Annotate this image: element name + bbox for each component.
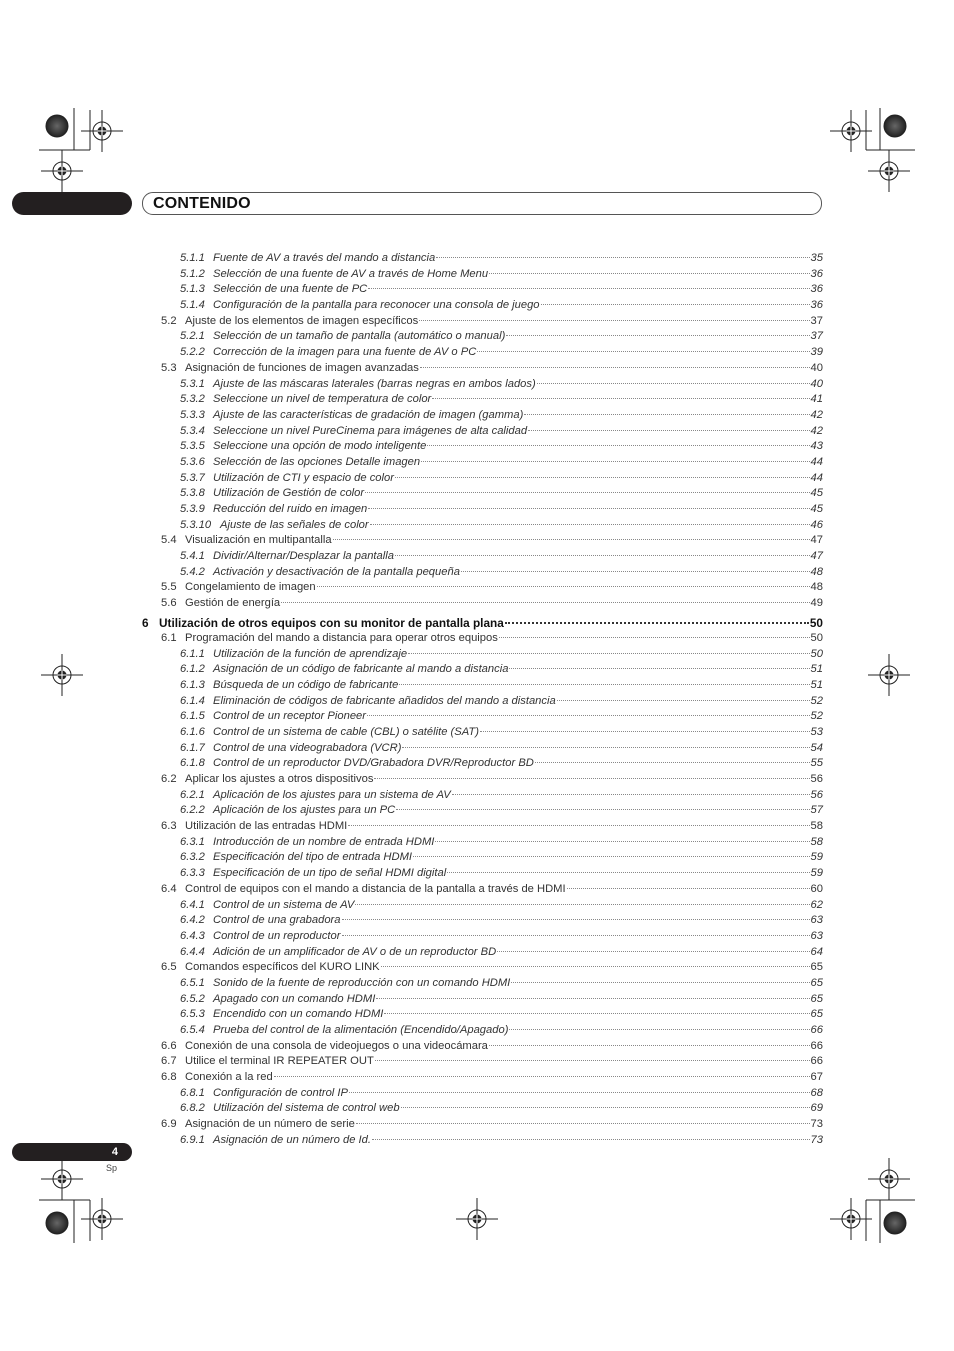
- toc-entry-number: 5.3.9: [180, 503, 205, 515]
- toc-entry-number: 6.3: [161, 820, 177, 833]
- toc-entry-title: Seleccione un nivel de temperatura de color: [213, 393, 432, 406]
- toc-dot-leader: [419, 308, 809, 321]
- toc-entry-title: Conexión de una consola de videojuegos o una videocámara: [185, 1039, 488, 1052]
- toc-dot-leader: [399, 672, 809, 685]
- toc-dot-leader: [384, 1001, 809, 1014]
- toc-entry-number: 6.3.2: [180, 851, 205, 864]
- toc-entry-page: 51: [810, 678, 823, 691]
- toc-dot-leader: [413, 844, 810, 857]
- toc-dot-leader: [427, 433, 809, 446]
- toc-entry-title: Dividir/Alternar/Desplazar la pantalla: [213, 550, 394, 563]
- toc-dot-leader: [432, 386, 809, 399]
- toc-dot-leader: [395, 465, 810, 478]
- toc-dot-leader: [477, 339, 809, 352]
- toc-entry-page: 37: [810, 330, 823, 343]
- toc-entry-page: 63: [810, 914, 823, 927]
- toc-dot-leader: [511, 970, 809, 983]
- toc-dot-leader: [342, 907, 810, 920]
- toc-entry-number: 5.6: [161, 597, 177, 610]
- toc-entry-page: 45: [810, 487, 823, 500]
- toc-entry-number: 6.5.3: [180, 1008, 205, 1021]
- toc-entry-number: 5.4.1: [180, 550, 205, 563]
- toc-entry-page: 52: [810, 694, 823, 707]
- toc-dot-leader: [370, 512, 810, 525]
- toc-entry-number: 5.3.6: [180, 455, 205, 468]
- toc-entry-page: 40: [810, 377, 823, 390]
- toc-entry-page: 48: [810, 565, 823, 578]
- toc-entry-number: 6.4: [161, 882, 177, 895]
- toc-entry-title: Control de un sistema de AV: [213, 898, 355, 911]
- toc-section-entry[interactable]: [142, 593, 823, 609]
- toc-dot-leader: [401, 1095, 810, 1108]
- toc-entry-title: Activación y desactivación de la pantalla pequeña: [213, 565, 460, 578]
- toc-entry-page: 39: [810, 346, 823, 359]
- toc-entry-title: Control de una videograbadora (VCR): [213, 741, 402, 754]
- toc-entry-page: 63: [810, 929, 823, 942]
- toc-entry-number: 6: [142, 615, 149, 630]
- toc-entry-number: 5.3.1: [180, 377, 205, 390]
- toc-entry-title: Búsqueda de un código de fabricante: [213, 678, 399, 691]
- toc-entry-page: 45: [810, 503, 823, 515]
- toc-entry-number: 6.1.5: [180, 710, 205, 723]
- toc-dot-leader: [452, 782, 810, 795]
- toc-dot-leader: [408, 641, 810, 654]
- toc-entry-number: 5.3: [161, 361, 177, 374]
- toc-entry-number: 6.5: [161, 961, 177, 974]
- language-code: Sp: [106, 1163, 118, 1173]
- toc-entry-page: 69: [810, 1102, 823, 1115]
- toc-dot-leader: [381, 954, 810, 967]
- page-title: CONTENIDO: [153, 195, 251, 212]
- toc-entry-number: 6.1.3: [180, 678, 205, 691]
- toc-entry-page: 48: [810, 581, 823, 594]
- toc-entry-title: Control de un reproductor DVD/Grabadora DVR/Reproductor BD: [213, 757, 534, 770]
- toc-entry-page: 40: [810, 361, 823, 374]
- page-number: 4: [111, 1146, 118, 1158]
- toc-dot-leader: [509, 656, 809, 669]
- toc-dot-leader: [447, 860, 809, 873]
- toc-dot-leader: [506, 323, 809, 336]
- toc-entry-number: 6.2.1: [180, 788, 205, 801]
- toc-dot-leader: [402, 735, 809, 748]
- toc-entry-title: Utilización de otros equipos con su monitor de pantalla plana: [159, 615, 504, 630]
- toc-entry-number: 6.2: [161, 773, 177, 785]
- toc-dot-leader: [274, 1064, 810, 1077]
- toc-entry-title: Aplicar los ajustes a otros dispositivos: [185, 773, 374, 785]
- toc-entry-page: 43: [810, 440, 823, 453]
- toc-entry-number: 6.5.1: [180, 976, 205, 989]
- toc-entry-page: 65: [810, 1008, 823, 1021]
- toc-entry-title: Programación del mando a distancia para operar otros equipos: [185, 631, 498, 644]
- page-number-tab: [12, 1143, 132, 1161]
- toc-dot-leader: [541, 292, 810, 305]
- toc-entry-number: 6.4.1: [180, 898, 205, 911]
- toc-entry-title: Apagado con un comando HDMI: [213, 992, 376, 1005]
- toc-dot-leader: [461, 559, 810, 572]
- toc-entry-title: Ajuste de los elementos de imagen específicos: [185, 314, 419, 327]
- toc-entry-number: 6.3.3: [180, 867, 205, 880]
- toc-entry-page: 65: [810, 976, 823, 989]
- toc-entry-number: 6.1.7: [180, 741, 205, 754]
- toc-entry-number: 6.4.2: [180, 914, 205, 927]
- toc-entry-title: Comandos específicos del KURO LINK: [185, 961, 380, 974]
- toc-entry-title: Control de un sistema de cable (CBL) o satélite (SAT): [213, 725, 479, 738]
- toc-entry-page: 44: [810, 455, 823, 468]
- toc-entry-number: 6.1: [161, 631, 177, 644]
- toc-entry-title: Asignación de un número de Id.: [213, 1133, 371, 1146]
- toc-entry-page: 73: [810, 1118, 823, 1131]
- toc-entry-page: 55: [810, 757, 823, 770]
- toc-dot-leader: [368, 496, 809, 509]
- toc-entry-number: 5.4: [161, 534, 177, 547]
- toc-entry-page: 49: [810, 597, 823, 610]
- toc-entry-page: 67: [810, 1071, 823, 1084]
- toc-dot-leader: [365, 480, 809, 493]
- toc-dot-leader: [567, 876, 810, 889]
- toc-dot-leader: [374, 766, 809, 779]
- toc-entry-title: Control de un receptor Pioneer: [213, 710, 366, 723]
- toc-dot-leader: [376, 986, 809, 999]
- toc-dot-leader: [356, 1111, 810, 1124]
- toc-entry-page: 47: [810, 550, 823, 563]
- toc-entry-page: 41: [810, 393, 823, 406]
- toc-entry-page: 62: [810, 898, 823, 911]
- toc-entry-page: 56: [810, 788, 823, 801]
- toc-entry-page: 65: [810, 992, 823, 1005]
- toc-entry-title: Seleccione una opción de modo inteligente: [213, 440, 427, 453]
- toc-dot-leader: [489, 1033, 810, 1046]
- toc-entry-page: 46: [810, 518, 823, 531]
- toc-entry-number: 5.1.4: [180, 299, 205, 312]
- toc-dot-leader: [505, 610, 809, 624]
- toc-entry-page: 50: [809, 615, 823, 630]
- toc-entry-title: Congelamiento de imagen: [185, 581, 316, 594]
- toc-entry-number: 6.8.1: [180, 1086, 205, 1099]
- toc-dot-leader: [372, 1127, 810, 1140]
- toc-entry-page: 56: [810, 773, 823, 785]
- toc-dot-leader: [420, 355, 810, 368]
- toc-entry-title: Control de una grabadora: [213, 914, 341, 927]
- toc-entry-title: Eliminación de códigos de fabricante añadidos del mando a distancia: [213, 694, 556, 707]
- toc-dot-leader: [557, 688, 810, 701]
- toc-entry-title: Sonido de la fuente de reproducción con un comando HDMI: [213, 976, 511, 989]
- toc-dot-leader: [281, 590, 809, 603]
- toc-entry-title: Prueba del control de la alimentación (Encendido/Apagado): [213, 1024, 509, 1036]
- toc-entry-number: 6.6: [161, 1039, 177, 1052]
- toc-dot-leader: [509, 1017, 809, 1030]
- toc-entry-number: 6.4.4: [180, 945, 205, 958]
- toc-entry-title: Ajuste de las señales de color: [220, 518, 369, 531]
- toc-entry-number: 6.1.4: [180, 694, 205, 707]
- toc-entry-number: 6.5.4: [180, 1024, 205, 1036]
- toc-entry-title: Fuente de AV a través del mando a distancia: [213, 252, 436, 264]
- toc-dot-leader: [349, 1080, 810, 1093]
- toc-entry-page: 59: [810, 867, 823, 880]
- toc-entry-number: 6.1.1: [180, 647, 205, 660]
- toc-entry-number: 6.1.8: [180, 757, 205, 770]
- toc-entry-title: Ajuste de las máscaras laterales (barras negras en ambos lados): [213, 377, 536, 390]
- toc-entry-page: 47: [810, 534, 823, 547]
- toc-entry-title: Asignación de un código de fabricante al mando a distancia: [213, 663, 509, 676]
- toc-entry-number: 5.4.2: [180, 565, 205, 578]
- toc-entry-page: 58: [810, 835, 823, 848]
- toc-dot-leader: [524, 402, 809, 415]
- toc-entry-page: 64: [810, 945, 823, 958]
- toc-dot-leader: [435, 829, 809, 842]
- toc-entry-title: Selección de las opciones Detalle imagen: [213, 455, 421, 468]
- toc-dot-leader: [333, 527, 810, 540]
- toc-entry-title: Asignación de un número de serie: [185, 1118, 355, 1131]
- toc-entry-page: 51: [810, 663, 823, 676]
- toc-entry-page: 42: [810, 408, 823, 421]
- toc-entry-title: Utilización de las entradas HDMI: [185, 820, 348, 833]
- toc-entry-page: 50: [810, 631, 823, 644]
- toc-entry-number: 6.7: [161, 1055, 177, 1068]
- toc-entry-number: 6.4.3: [180, 929, 205, 942]
- toc-entry-number: 5.1.3: [180, 283, 205, 296]
- toc-entry-page: 66: [810, 1055, 823, 1068]
- toc-dot-leader: [368, 276, 809, 289]
- toc-entry-title: Configuración de control IP: [213, 1086, 348, 1099]
- toc-entry-number: 6.2.2: [180, 804, 205, 817]
- chapter-tab: [12, 192, 132, 215]
- toc-entry-title: Selección de una fuente de AV a través de Home Menu: [213, 267, 489, 280]
- toc-entry-number: 6.9.1: [180, 1133, 205, 1146]
- toc-entry-title: Conexión a la red: [185, 1071, 273, 1084]
- toc-entry-title: Asignación de funciones de imagen avanzadas: [185, 361, 419, 374]
- toc-entry-number: 5.3.10: [180, 518, 212, 531]
- toc-dot-leader: [537, 371, 810, 384]
- toc-entry-title: Aplicación de los ajustes para un sistema de AV: [213, 788, 451, 801]
- toc-entry-title: Corrección de la imagen para una fuente de AV o PC: [213, 346, 477, 359]
- toc-entry-page: 66: [810, 1039, 823, 1052]
- toc-entry-page: 65: [810, 961, 823, 974]
- toc-entry-page: 50: [810, 647, 823, 660]
- toc-entry-number: 6.8: [161, 1071, 177, 1084]
- toc-entry-title: Utilización del sistema de control web: [213, 1102, 400, 1115]
- toc-entry-title: Control de equipos con el mando a distancia de la pantalla a través de HDMI: [185, 882, 566, 895]
- toc-entry-page: 57: [810, 804, 823, 817]
- toc-dot-leader: [342, 923, 810, 936]
- toc-entry-page: 36: [810, 267, 823, 280]
- toc-dot-leader: [396, 797, 809, 810]
- toc-entry-title: Especificación de un tipo de señal HDMI digital: [213, 867, 447, 880]
- toc-entry-number: 5.2.2: [180, 346, 205, 359]
- toc-entry-page: 54: [810, 741, 823, 754]
- toc-dot-leader: [480, 719, 810, 732]
- toc-entry-number: 5.3.5: [180, 440, 205, 453]
- toc-dot-leader: [535, 750, 810, 763]
- toc-entry-page: 44: [810, 471, 823, 484]
- toc-entry-page: 37: [810, 314, 823, 327]
- toc-entry-page: 36: [810, 283, 823, 296]
- toc-entry-number: 6.1.2: [180, 663, 205, 676]
- toc-entry-title: Selección de una fuente de PC: [213, 283, 368, 296]
- toc-dot-leader: [499, 625, 810, 638]
- toc-entry-number: 5.1.1: [180, 252, 205, 264]
- toc-entry-number: 6.9: [161, 1118, 177, 1131]
- toc-entry-page: 59: [810, 851, 823, 864]
- toc-entry-page: 58: [810, 820, 823, 833]
- toc-entry-title: Reducción del ruido en imagen: [213, 503, 368, 515]
- toc-entry-number: 5.3.2: [180, 393, 205, 406]
- toc-entry-title: Utilización de CTI y espacio de color: [213, 471, 394, 484]
- toc-dot-leader: [489, 261, 809, 274]
- toc-entry-title: Selección de un tamaño de pantalla (automático o manual): [213, 330, 506, 343]
- toc-entry-title: Utilice el terminal IR REPEATER OUT: [185, 1055, 374, 1068]
- toc-entry-number: 5.3.4: [180, 424, 205, 437]
- toc-dot-leader: [436, 245, 809, 258]
- toc-entry-page: 36: [810, 299, 823, 312]
- toc-entry-title: Gestión de energía: [185, 597, 281, 610]
- toc-entry-title: Visualización en multipantalla: [185, 534, 332, 547]
- toc-entry-page: 52: [810, 710, 823, 723]
- header-bar: [142, 192, 822, 215]
- toc-entry-number: 5.3.3: [180, 408, 205, 421]
- toc-entry-number: 6.8.2: [180, 1102, 205, 1115]
- toc-entry-page: 35: [810, 252, 823, 264]
- toc-entry-number: 6.1.6: [180, 725, 205, 738]
- toc-dot-leader: [348, 813, 809, 826]
- toc-entry-title: Control de un reproductor: [213, 929, 341, 942]
- toc-dot-leader: [355, 892, 809, 905]
- toc-entry-title: Adición de un amplificador de AV o de un reproductor BD: [213, 945, 497, 958]
- toc-entry-number: 6.5.2: [180, 992, 205, 1005]
- toc-entry-title: Aplicación de los ajustes para un PC: [213, 804, 396, 817]
- toc-dot-leader: [317, 574, 810, 587]
- toc-entry-number: 5.3.8: [180, 487, 205, 500]
- toc-entry-number: 5.1.2: [180, 267, 205, 280]
- toc-entry-page: 73: [810, 1133, 823, 1146]
- toc-entry-title: Encendido con un comando HDMI: [213, 1008, 384, 1021]
- toc-entry-title: Configuración de la pantalla para reconocer una consola de juego: [213, 299, 540, 312]
- toc-dot-leader: [395, 543, 810, 556]
- toc-dot-leader: [375, 1048, 810, 1061]
- toc-dot-leader: [421, 449, 809, 462]
- toc-entry-page: 42: [810, 424, 823, 437]
- toc-entry-title: Ajuste de las características de gradación de imagen (gamma): [213, 408, 524, 421]
- toc-entry-number: 5.2: [161, 314, 177, 327]
- toc-entry-title: Seleccione un nivel PureCinema para imágenes de alta calidad: [213, 424, 528, 437]
- toc-entry-page: 68: [810, 1086, 823, 1099]
- toc-dot-leader: [528, 418, 809, 431]
- table-of-contents: [142, 248, 823, 1146]
- toc-entry-number: 6.3.1: [180, 835, 205, 848]
- toc-entry-number: 5.3.7: [180, 471, 205, 484]
- toc-entry-title: Introducción de un nombre de entrada HDMI: [213, 835, 435, 848]
- toc-entry-title: Especificación del tipo de entrada HDMI: [213, 851, 412, 864]
- toc-entry-title: Utilización de Gestión de color: [213, 487, 365, 500]
- toc-entry-number: 5.2.1: [180, 330, 205, 343]
- toc-entry-number: 5.5: [161, 581, 177, 594]
- toc-dot-leader: [497, 939, 809, 952]
- toc-entry-page: 53: [810, 725, 823, 738]
- toc-entry-page: 60: [810, 882, 823, 895]
- toc-entry-title: Utilización de la función de aprendizaje: [213, 647, 408, 660]
- toc-subsection-entry[interactable]: [142, 1130, 823, 1146]
- toc-dot-leader: [367, 703, 810, 716]
- toc-entry-page: 66: [810, 1024, 823, 1036]
